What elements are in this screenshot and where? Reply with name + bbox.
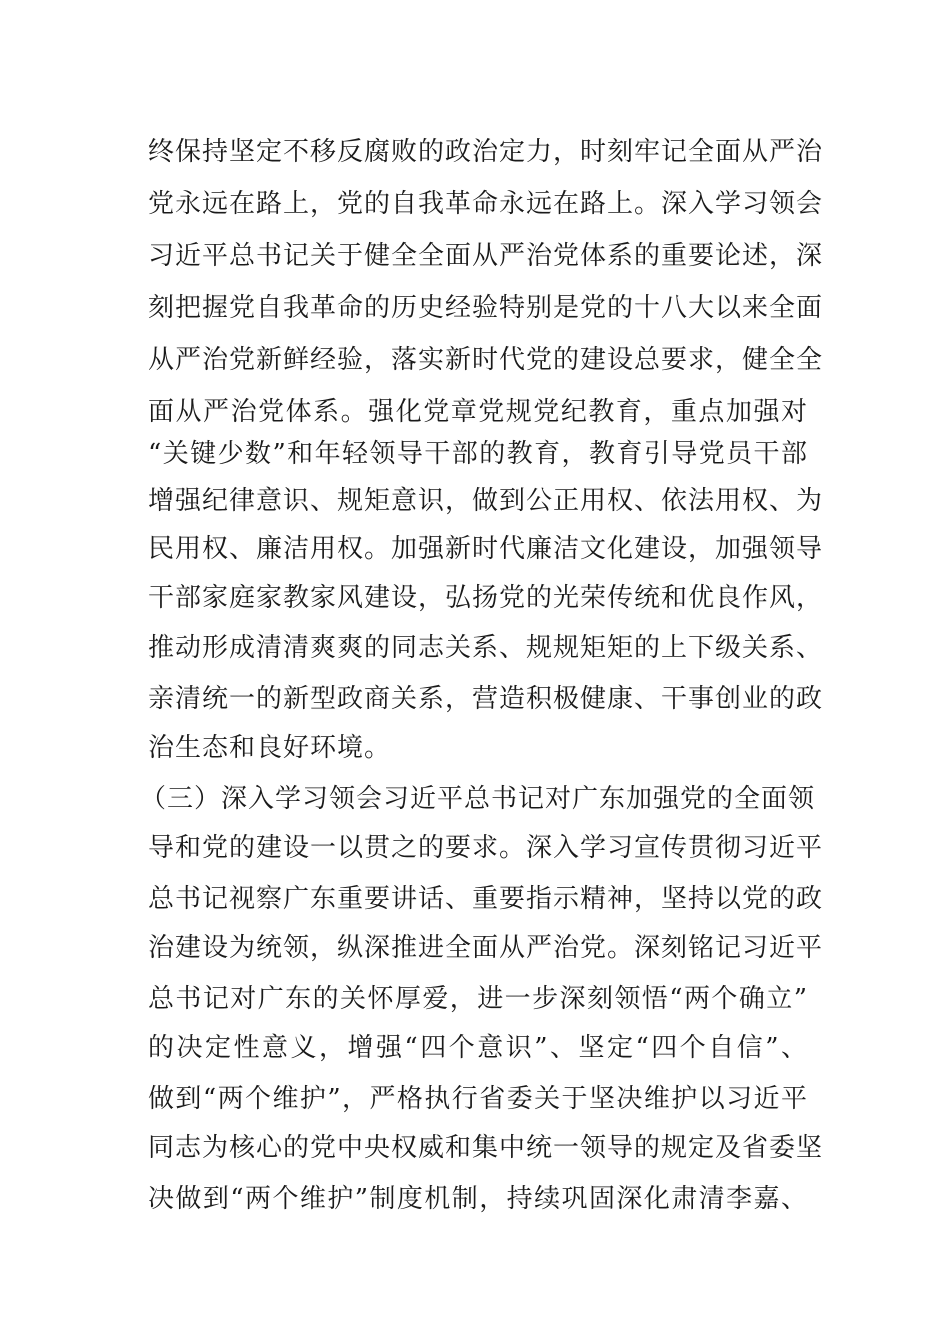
- text-line: 党永远在路上，党的自我革命永远在路上。深入学习领会: [148, 189, 824, 219]
- text-line: 刻把握党自我革命的历史经验特别是党的十八大以来全面: [148, 293, 824, 323]
- section-heading-line: （三）深入学习领会习近平总书记对广东加强党的全面领: [140, 784, 816, 814]
- text-line: “关键少数”和年轻领导干部的教育，教育引导党员干部: [148, 439, 808, 469]
- text-line: 推动形成清清爽爽的同志关系、规规矩矩的上下级关系、: [148, 633, 824, 663]
- text-line: 治建设为统领，纵深推进全面从严治党。深刻铭记习近平: [148, 933, 824, 963]
- text-line: 习近平总书记关于健全全面从严治党体系的重要论述，深: [148, 241, 824, 271]
- text-line: 的决定性意义，增强“四个意识”、坚定“四个自信”、: [148, 1033, 808, 1063]
- text-line: 总书记视察广东重要讲话、重要指示精神，坚持以党的政: [148, 884, 824, 914]
- text-line: 终保持坚定不移反腐败的政治定力，时刻牢记全面从严治: [148, 137, 824, 167]
- text-line: 面从严治党体系。强化党章党规党纪教育，重点加强对: [148, 397, 808, 427]
- text-line: 干部家庭家教家风建设，弘扬党的光荣传统和优良作风，: [148, 583, 824, 613]
- text-line: 做到“两个维护”，严格执行省委关于坚决维护以习近平: [148, 1084, 808, 1114]
- text-line: 亲清统一的新型政商关系，营造积极健康、干事创业的政: [148, 684, 824, 714]
- text-line: 总书记对广东的关怀厚爱，进一步深刻领悟“两个确立”: [148, 984, 808, 1014]
- text-line: 导和党的建设一以贯之的要求。深入学习宣传贯彻习近平: [148, 833, 824, 863]
- text-line: 增强纪律意识、规矩意识，做到公正用权、依法用权、为: [148, 486, 824, 516]
- text-line: 决做到“两个维护”制度机制，持续巩固深化肃清李嘉、: [148, 1184, 808, 1214]
- text-line: 同志为核心的党中央权威和集中统一领导的规定及省委坚: [148, 1133, 824, 1163]
- text-line: 治生态和良好环境。: [148, 733, 392, 763]
- text-line: 民用权、廉洁用权。加强新时代廉洁文化建设，加强领导: [148, 534, 824, 564]
- text-line: 从严治党新鲜经验，落实新时代党的建设总要求，健全全: [148, 345, 824, 375]
